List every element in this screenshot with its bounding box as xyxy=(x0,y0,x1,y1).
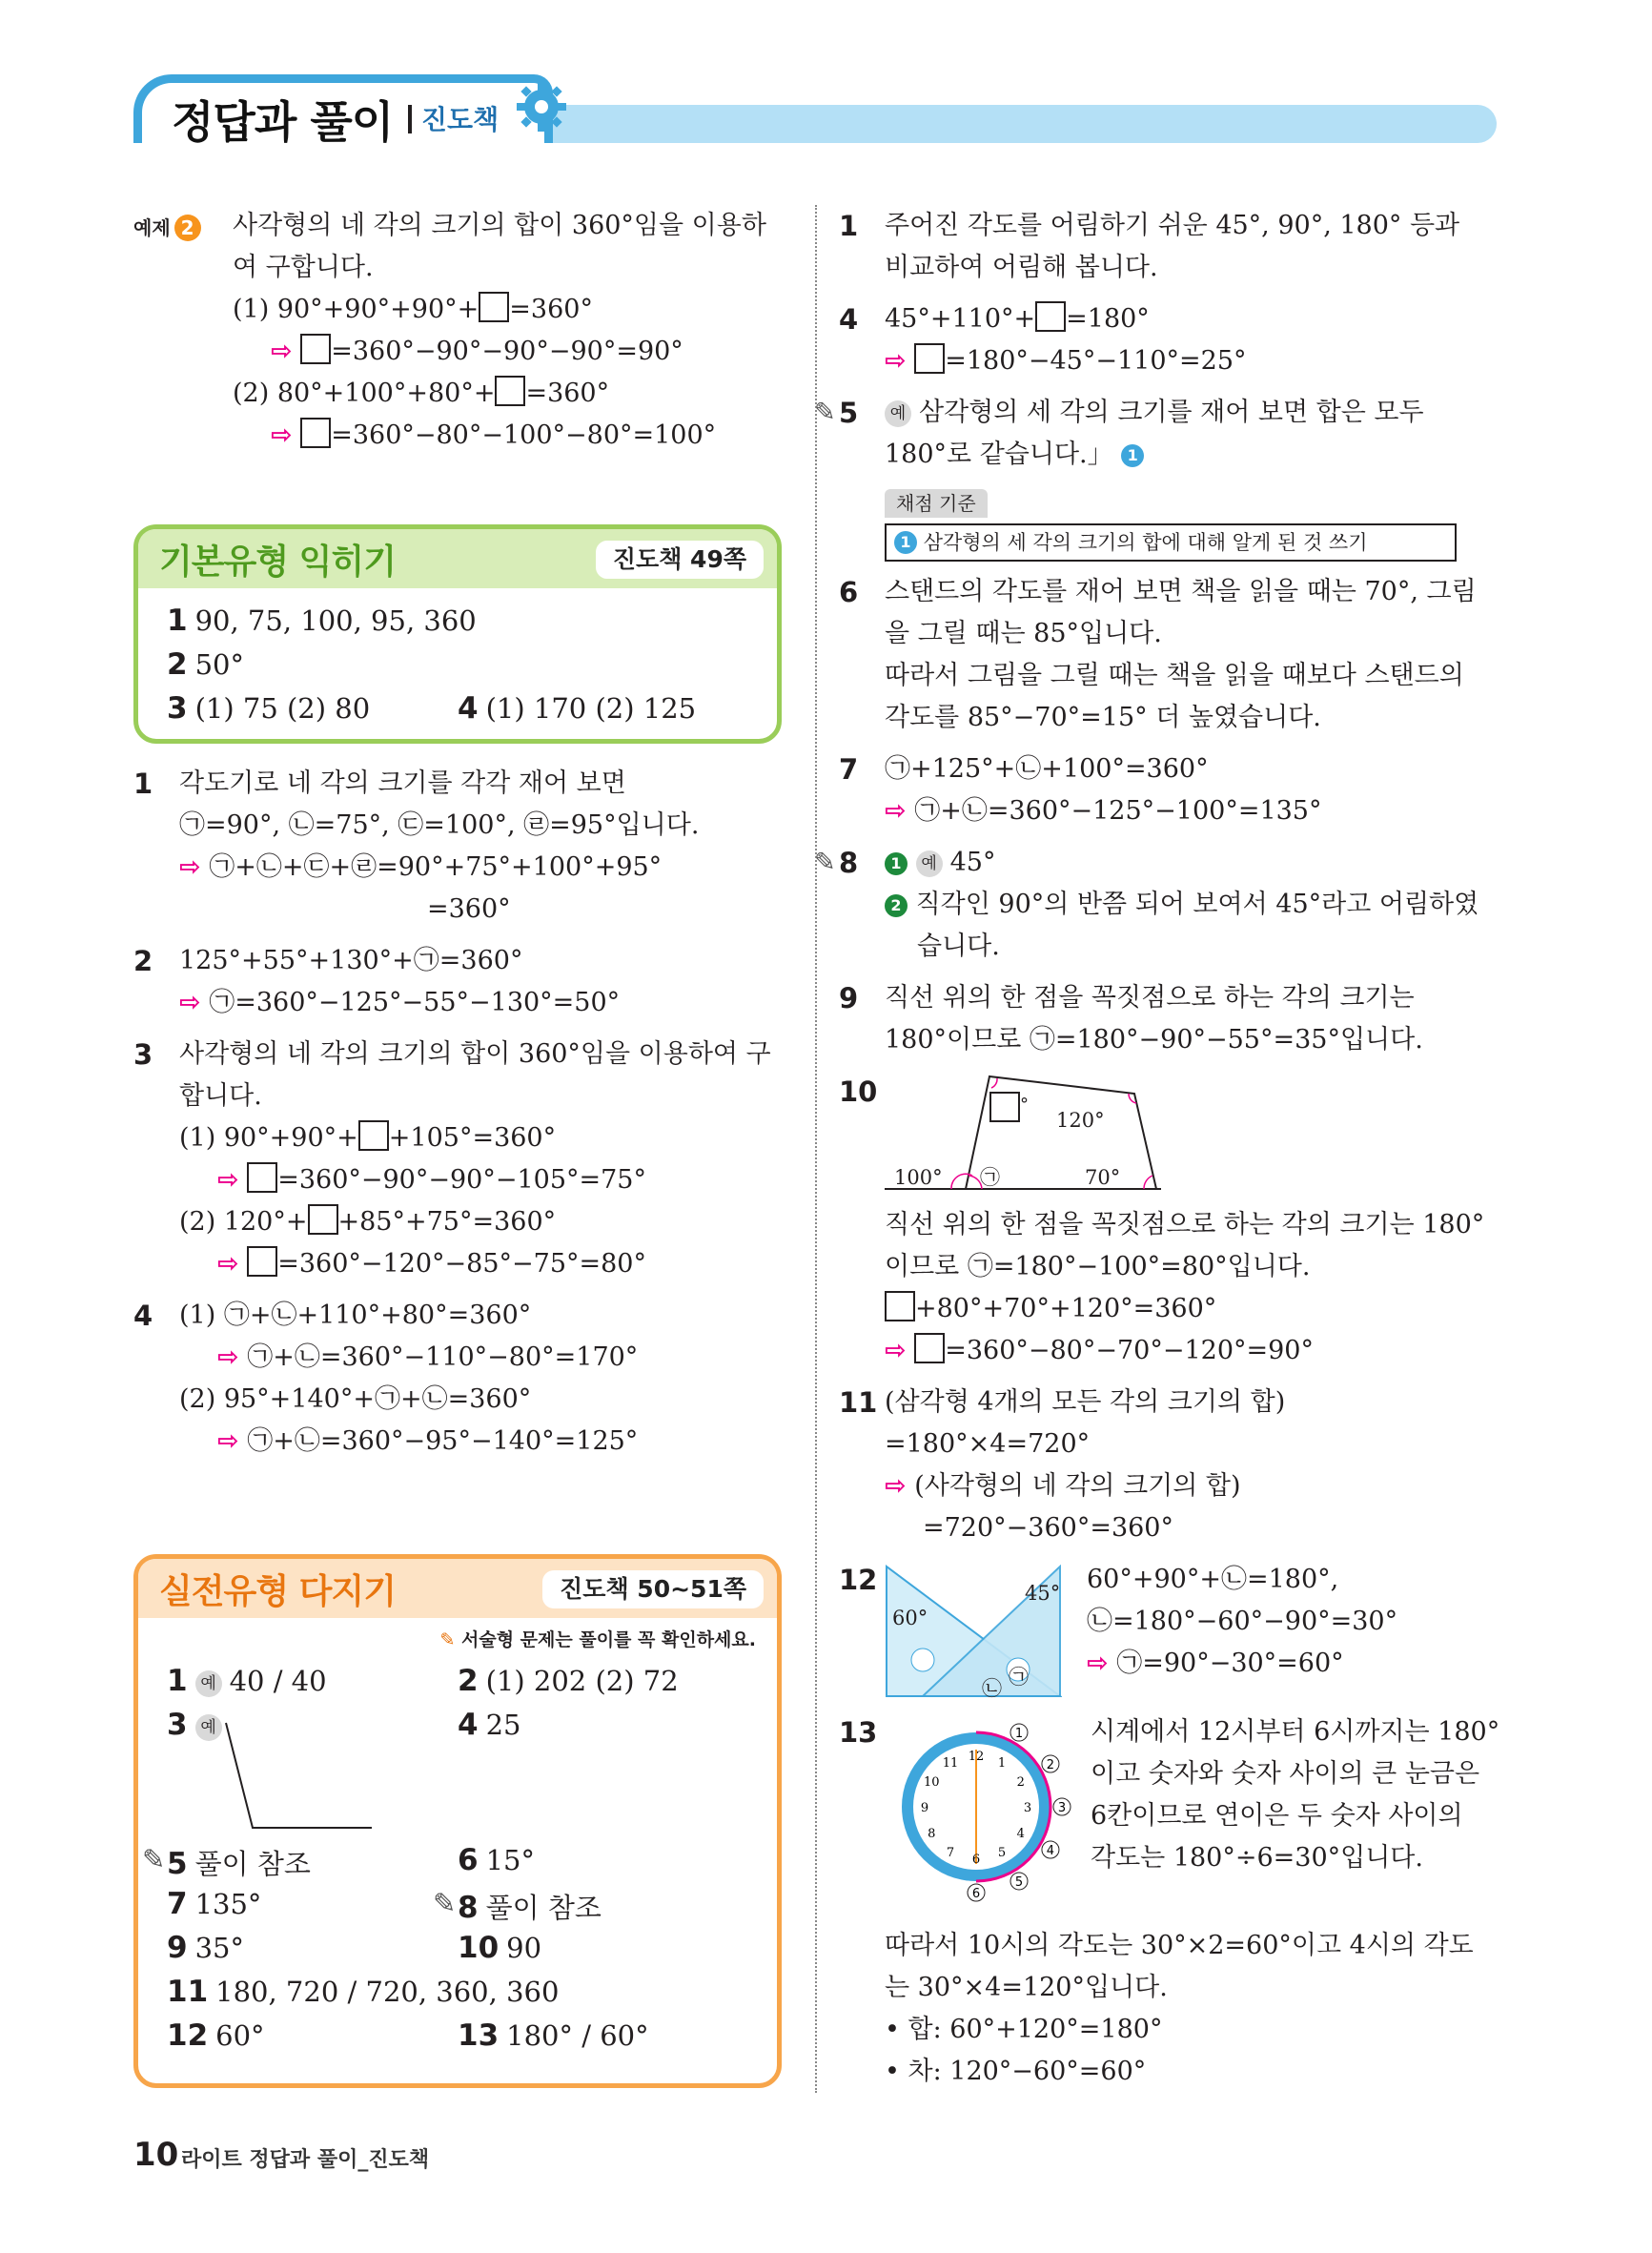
text-line: ⇨ ㉠=90°−30°=60° xyxy=(1087,1649,1344,1678)
text-line: (2) 80°+100°+80°+ =360° xyxy=(233,373,782,415)
page-number: 10 xyxy=(133,2136,179,2174)
right-column xyxy=(814,205,1506,2093)
text-line: 주어진 각도를 어림하기 쉬운 45°, 90°, 180° 등과 xyxy=(885,211,1460,240)
text-line: 60°+90°+㉡=180°, xyxy=(1087,1565,1339,1594)
text-line: (2) 95°+140°+㉠+㉡=360° xyxy=(179,1384,532,1414)
text-line: ⇨ ㉠+㉡=360°−125°−100°=135° xyxy=(885,796,1322,826)
text-line: (1) 90°+90°+ +105°=360° xyxy=(179,1117,782,1159)
text-line: 사각형의 네 각의 크기의 합이 360°임을 이용하여 구 xyxy=(179,1039,771,1069)
clock-numeral: 10 xyxy=(923,1775,940,1790)
clock-numeral: 8 xyxy=(928,1827,936,1841)
pencil-icon: ✎ xyxy=(814,398,836,427)
text-line: 1 예 45° xyxy=(885,842,1506,884)
text-line: +80°+70°+120°=360° xyxy=(885,1288,1506,1330)
solution-r6: 6 스탠드의 각도를 재어 보면 책을 읽을 때는 70°, 그림 을 그릴 때는 85°입니다. 따라서 그림을 그릴 때는 책을 읽을 때보다 스탠드의 각도를 85°−70°=15° 더 높였습니다. xyxy=(839,571,1506,739)
answer-row: ✎ 5 풀이 참조 xyxy=(142,1843,311,1881)
text-line: 직선 위의 한 점을 꼭짓점으로 하는 각의 크기는 xyxy=(885,983,1415,1013)
text-line: ⇨ ㉠+㉡=360°−110°−80°=170° xyxy=(217,1342,639,1372)
text-line: (삼각형 4개의 모든 각의 크기의 합) xyxy=(885,1387,1286,1417)
text-line: (1) 90°+90°+90°+ =360° xyxy=(233,289,782,331)
text-line: ㉠=90°, ㉡=75°, ㉢=100°, ㉣=95°입니다. xyxy=(179,810,700,840)
figure-label: 70° xyxy=(1085,1166,1121,1189)
text-line: • 합: 60°+120°=180° xyxy=(885,2015,1163,2044)
answer-row: 4 (1) 170 (2) 125 xyxy=(458,691,697,726)
blank-box xyxy=(308,1204,338,1235)
text-line: 125°+55°+130°+㉠=360° xyxy=(179,946,523,975)
text-line: ⇨ (사각형의 네 각의 크기의 합) xyxy=(885,1471,1241,1501)
solution-r8: 8 ✎ 1 예 45° 2 직각인 90°의 반쯤 되어 보여서 45°라고 어림하였 습니다. xyxy=(839,842,1506,968)
text-line: 사각형의 네 각의 크기의 합이 360°임을 이용하 xyxy=(233,211,766,240)
blank-box xyxy=(247,1246,277,1277)
figure-label: 100° xyxy=(894,1166,943,1189)
arrow-icon: ⇨ xyxy=(179,988,201,1017)
solution-r10: 10 ° 120° 100° ㉠ 70° 직선 위의 한 점을 꼭짓점으로 하는 각의 크기는 180° 이므로 ㉠=180°−100°=80°입니다. +80°+70°+120°=360° ⇨ =360°−80°−70°−120°=90° xyxy=(839,1071,1506,1372)
clock-numeral: 5 xyxy=(997,1845,1007,1860)
clock-numeral: 7 xyxy=(946,1845,955,1860)
text-line: • 차: 120°−60°=60° xyxy=(885,2057,1147,2086)
blank-box xyxy=(914,1333,945,1363)
header-separator xyxy=(408,105,412,133)
example-badge: 예 xyxy=(195,1670,222,1697)
grading-block xyxy=(885,481,1506,562)
example-badge: 예 xyxy=(885,400,911,427)
blank-box xyxy=(989,1092,1020,1122)
blank-box xyxy=(300,334,331,364)
figure-label: ㉠ xyxy=(1009,1666,1029,1689)
text-line: 습니다. xyxy=(917,932,1000,961)
text-line: 각도기로 네 각의 크기를 각각 재어 보면 xyxy=(179,768,626,798)
answer-row: 2 50° xyxy=(167,647,244,682)
text-line: ⇨ ㉠+㉡=360°−95°−140°=125° xyxy=(217,1426,639,1456)
solution-2: 2 125°+55°+130°+㉠=360° ⇨ ㉠=360°−125°−55°−130°=50° xyxy=(133,940,782,1024)
example-block xyxy=(133,205,782,457)
text-line: 을 그릴 때는 85°입니다. xyxy=(885,619,1162,648)
text-line: ⇨ =360°−120°−85°−75°=80° xyxy=(179,1243,782,1285)
r13-conclusion xyxy=(839,1925,1506,2093)
text-line: 각도를 85°−70°=15° 더 높였습니다. xyxy=(885,703,1321,732)
panel-note: ✎ 서술형 문제는 풀이를 꼭 확인하세요. xyxy=(439,1629,756,1650)
clock-figure xyxy=(881,1711,1071,1902)
solution-r5: 5 ✎ 예 삼각형의 세 각의 크기를 재어 보면 합은 모두 180°로 같습니다.」 1 채점 기준 1 삼각형의 세 각의 크기의 합에 대해 알게 된 것 쓰기 xyxy=(839,392,1506,562)
text-line: 여 구합니다. xyxy=(233,253,374,282)
text-line: 스탠드의 각도를 재어 보면 책을 읽을 때는 70°, 그림 xyxy=(885,577,1477,606)
text-line: =180°×4=720° xyxy=(885,1429,1091,1459)
solution-3: 3 사각형의 네 각의 크기의 합이 360°임을 이용하여 구 합니다. (1) 90°+90°+ +105°=360° ⇨ =360°−90°−90°−105°=75° (2) 120°+ +85°+75°=360° ⇨ =360°−120°−85°−75°=80° xyxy=(133,1034,782,1285)
basic-type-panel xyxy=(133,524,782,744)
text-line: 직선 위의 한 점을 꼭짓점으로 하는 각의 크기는 180° xyxy=(885,1210,1485,1239)
blank-box xyxy=(358,1120,389,1151)
figure-label: 60° xyxy=(892,1607,928,1629)
example-badge: 예 xyxy=(195,1714,222,1741)
left-solutions xyxy=(133,763,782,1463)
text-line: 이므로 ㉠=180°−100°=80°입니다. xyxy=(885,1252,1311,1281)
example-label: 예제 2 xyxy=(133,207,201,249)
solution-1: 1 각도기로 네 각의 크기를 각각 재어 보면 ㉠=90°, ㉡=75°, ㉢=100°, ㉣=95°입니다. ⇨ ㉠+㉡+㉢+㉣=90°+75°+100°+95° =360° xyxy=(133,763,782,931)
blank-box xyxy=(479,292,509,322)
arrow-icon: ⇨ xyxy=(217,1342,239,1372)
arrow-icon: ⇨ xyxy=(179,852,201,882)
answer-row: 11 180, 720 / 720, 360, 360 xyxy=(167,1975,560,2009)
r13-text xyxy=(1091,1711,1499,1879)
blank-box xyxy=(1035,301,1066,332)
r12-text xyxy=(1087,1559,1397,1685)
panel-title: 실전유형 다지기 xyxy=(159,1572,396,1611)
solution-r9: 9 직선 위의 한 점을 꼭짓점으로 하는 각의 크기는 180°이므로 ㉠=180°−90°−55°=35°입니다. xyxy=(839,977,1506,1061)
clock-mark-label: 6 xyxy=(971,1887,981,1901)
text-line: =720°−360°=360° xyxy=(923,1513,1173,1543)
quadrilateral-figure xyxy=(885,1071,1506,1204)
page-title: 정답과 풀이 xyxy=(172,96,394,148)
figure-label: ° xyxy=(1020,1095,1029,1115)
text-line: ⇨ =360°−90°−90°−90°=90° xyxy=(233,331,782,373)
text-line: 합니다. xyxy=(179,1081,262,1111)
figure-label: 120° xyxy=(1056,1109,1105,1132)
example-badge: 예 xyxy=(916,850,943,877)
blank-box xyxy=(495,376,525,406)
blank-box xyxy=(914,343,945,374)
clock-numeral: 9 xyxy=(920,1801,929,1815)
text-line: 따라서 그림을 그릴 때는 책을 읽을 때보다 스탠드의 xyxy=(885,661,1464,690)
answer-row: 1 90, 75, 100, 95, 360 xyxy=(167,604,477,638)
text-line: ㉡=180°−60°−90°=30° xyxy=(1087,1607,1398,1636)
text-line: 예 삼각형의 세 각의 크기를 재어 보면 합은 모두 xyxy=(885,392,1506,434)
gear-icon xyxy=(515,78,568,135)
panel-title: 기본유형 익히기 xyxy=(159,543,396,582)
text-line: 비교하여 어림해 봅니다. xyxy=(885,253,1158,282)
clock-mark-label: 4 xyxy=(1046,1844,1055,1858)
example-number: 2 xyxy=(174,215,201,241)
text-line: 는 30°×4=120°입니다. xyxy=(885,1973,1168,2002)
clock-mark-label: 1 xyxy=(1014,1727,1024,1742)
arrow-icon: ⇨ xyxy=(271,337,293,366)
solution-r13: 13 12 1 2 3 4 5 6 7 8 9 10 11 1 2 3 4 5 6 시계에서 12시부터 6시까지는 180° 이고 숫자와 숫자 사이의 큰 눈금은 6칸이므로 연이은 두 숫자 사이의 각도는 180°÷6=30°입니다. xyxy=(839,1711,1506,1912)
answer-row: 10 90 xyxy=(458,1931,542,1965)
text-line: 2 직각인 90°의 반쯤 되어 보여서 45°라고 어림하였 xyxy=(885,884,1506,926)
grading-tag: 채점 기준 xyxy=(885,489,988,518)
panel-page-ref: 진도책 50~51쪽 xyxy=(542,1570,764,1608)
clock-numeral: 6 xyxy=(971,1853,981,1867)
answer-row: 13 180° / 60° xyxy=(458,2018,649,2053)
text-line: ⇨ =180°−45°−110°=25° xyxy=(885,340,1506,382)
arrow-icon: ⇨ xyxy=(271,420,293,450)
blank-box xyxy=(300,418,331,448)
clock-numeral: 12 xyxy=(968,1750,985,1764)
grading-box: 1 삼각형의 세 각의 크기의 합에 대해 알게 된 것 쓰기 xyxy=(885,523,1457,562)
text-line: (1) ㉠+㉡+110°+80°=360° xyxy=(179,1301,532,1330)
arrow-icon: ⇨ xyxy=(885,796,907,826)
arrow-icon: ⇨ xyxy=(217,1249,239,1279)
clock-numeral: 3 xyxy=(1023,1801,1032,1815)
footer-text: 라이트 정답과 풀이_진도책 xyxy=(181,2148,430,2172)
solution-r1: 1 주어진 각도를 어림하기 쉬운 45°, 90°, 180° 등과 비교하여 어림해 봅니다. xyxy=(839,205,1506,289)
clock-numeral: 2 xyxy=(1016,1775,1025,1790)
solution-r11: 11 (삼각형 4개의 모든 각의 크기의 합) =180°×4=720° ⇨ (사각형의 네 각의 크기의 합) =720°−360°=360° xyxy=(839,1382,1506,1549)
real-type-panel xyxy=(133,1554,782,2088)
answer-row: ✎ 8 풀이 참조 xyxy=(433,1887,602,1925)
answer-row: 2 (1) 202 (2) 72 xyxy=(458,1664,679,1698)
arrow-icon: ⇨ xyxy=(885,1471,907,1501)
figure-label: 45° xyxy=(1025,1582,1061,1605)
clock-numeral: 1 xyxy=(997,1756,1007,1772)
answer-row: 3 예 xyxy=(167,1708,230,1742)
text-line: (2) 120°+ +85°+75°=360° xyxy=(179,1201,782,1243)
solution-4: 4 (1) ㉠+㉡+110°+80°=360° ⇨ ㉠+㉡=360°−110°−80°=170° (2) 95°+140°+㉠+㉡=360° ⇨ ㉠+㉡=360°−95°−140°=125° xyxy=(133,1295,782,1463)
text-line: ⇨ ㉠=360°−125°−55°−130°=50° xyxy=(179,988,621,1017)
text-line: 각도는 180°÷6=30°입니다. xyxy=(1091,1843,1423,1873)
arrow-icon: ⇨ xyxy=(217,1426,239,1456)
text-line: ㉠+125°+㉡+100°=360° xyxy=(885,754,1209,784)
solution-r7: 7 ㉠+125°+㉡+100°=360° ⇨ ㉠+㉡=360°−125°−100°=135° xyxy=(839,748,1506,832)
answer-row: 12 60° xyxy=(167,2018,265,2053)
blank-box xyxy=(885,1291,915,1321)
text-line: 180°로 같습니다.」 1 xyxy=(885,434,1506,476)
solution-r4: 4 45°+110°+ =180° ⇨ =180°−45°−110°=25° xyxy=(839,298,1506,382)
pencil-icon: ✎ xyxy=(433,1887,457,1919)
text-line: ⇨ =360°−90°−90°−105°=75° xyxy=(179,1159,782,1201)
circle-number: 1 xyxy=(1121,444,1144,467)
panel-page-ref: 진도책 49쪽 xyxy=(596,541,764,579)
pencil-icon: ✎ xyxy=(142,1843,166,1875)
arrow-icon: ⇨ xyxy=(1087,1649,1109,1678)
text-line: ⇨ =360°−80°−100°−80°=100° xyxy=(233,415,782,457)
text-line: 시계에서 12시부터 6시까지는 180° xyxy=(1091,1717,1500,1747)
column-divider xyxy=(815,205,817,2093)
clock-numeral: 11 xyxy=(942,1756,959,1772)
text-line: ⇨ ㉠+㉡+㉢+㉣=90°+75°+100°+95° xyxy=(179,852,663,882)
text-line: ⇨ =360°−80°−70°−120°=90° xyxy=(885,1330,1506,1372)
clock-mark-label: 3 xyxy=(1057,1801,1067,1815)
angle-drawing xyxy=(224,1721,377,1835)
left-column xyxy=(133,205,782,457)
text-line: 이고 숫자와 숫자 사이의 큰 눈금은 xyxy=(1091,1759,1480,1789)
text-line: =360° xyxy=(427,894,511,924)
answer-row: 3 (1) 75 (2) 80 xyxy=(167,691,371,726)
arrow-icon: ⇨ xyxy=(885,346,907,376)
arrow-icon: ⇨ xyxy=(885,1336,907,1365)
clock-numeral: 4 xyxy=(1016,1827,1025,1841)
blank-box xyxy=(247,1162,277,1193)
text-line: 따라서 10시의 각도는 30°×2=60°이고 4시의 각도 xyxy=(885,1931,1474,1960)
figure-label: ㉠ xyxy=(980,1166,1000,1189)
text-line: 6칸이므로 연이은 두 숫자 사이의 xyxy=(1091,1801,1463,1831)
page-subtitle: 진도책 xyxy=(421,104,500,135)
answer-row: 9 35° xyxy=(167,1931,244,1965)
text-line: 180°이므로 ㉠=180°−90°−55°=35°입니다. xyxy=(885,1025,1423,1055)
figure-label: ㉡ xyxy=(982,1677,1002,1700)
text-line: 45°+110°+ =180° xyxy=(885,298,1506,340)
pencil-icon: ✎ xyxy=(814,848,836,877)
answer-row: 1 예 40 / 40 xyxy=(167,1664,327,1698)
answer-row: 4 25 xyxy=(458,1708,521,1742)
answer-row: 6 15° xyxy=(458,1843,535,1877)
pencil-icon: ✎ xyxy=(439,1629,456,1650)
answer-row: 7 135° xyxy=(167,1887,262,1921)
solution-r12: 12 45° 60° ㉡ ㉠ 60°+90°+㉡=180°, ㉡=180°−60°−90°=30° ⇨ ㉠=90°−30°=60° xyxy=(839,1559,1506,1702)
clock-mark-label: 5 xyxy=(1014,1874,1024,1890)
clock-mark-label: 2 xyxy=(1046,1758,1055,1772)
arrow-icon: ⇨ xyxy=(217,1165,239,1195)
